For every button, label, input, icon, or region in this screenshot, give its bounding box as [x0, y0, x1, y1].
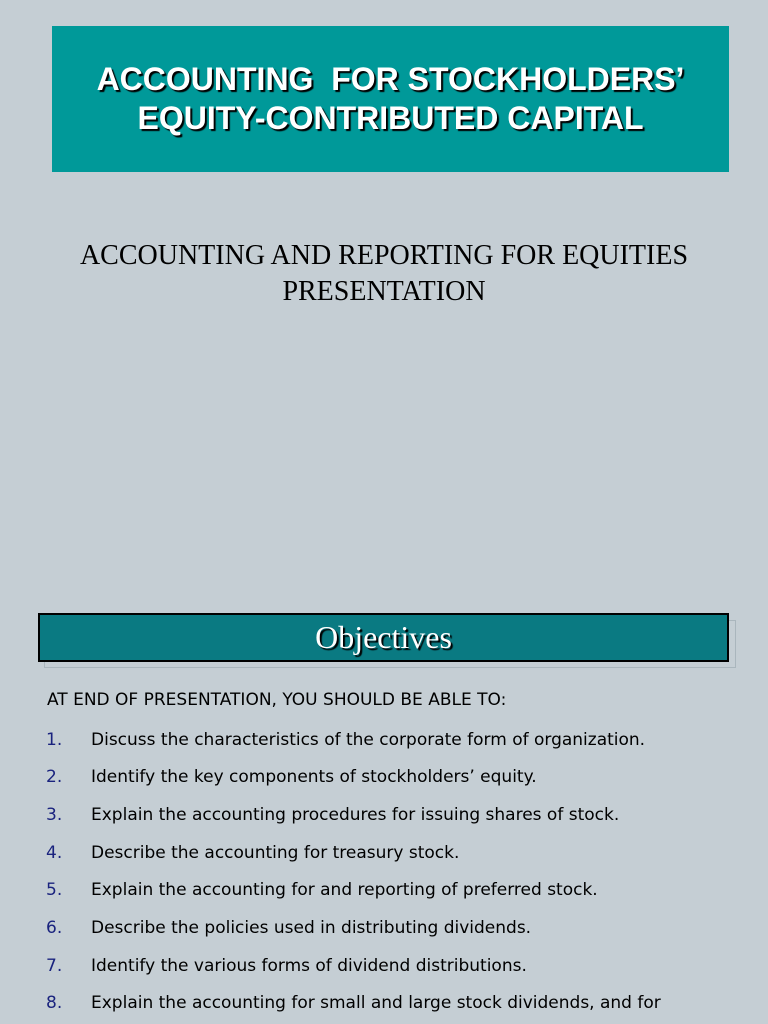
objectives-intro: AT END OF PRESENTATION, YOU SHOULD BE ABLE TO: — [47, 690, 507, 710]
list-item-number: 8. — [46, 993, 63, 1013]
list-item-text: Discuss the characteristics of the corporate form of organization. — [91, 730, 646, 750]
subtitle — [30, 238, 738, 310]
list-item-text: Identify the key components of stockholders’ equity. — [91, 767, 537, 787]
list-item-text: Describe the accounting for treasury stock. — [91, 843, 460, 863]
objectives-banner — [38, 613, 729, 662]
objectives-heading: Objectives — [315, 619, 452, 655]
list-item-number: 4. — [46, 843, 63, 863]
list-item-text: Describe the policies used in distributing dividends. — [91, 918, 532, 938]
list-item-text: Explain the accounting for small and large stock dividends, and for — [91, 993, 661, 1013]
list-item-number: 6. — [46, 918, 63, 938]
list-item-number: 7. — [46, 956, 63, 976]
list-item-number: 3. — [46, 805, 63, 825]
list-item-text: Explain the accounting for and reporting of preferred stock. — [91, 880, 598, 900]
list-item-number: 1. — [46, 730, 63, 750]
subtitle-line-1: ACCOUNTING AND REPORTING FOR EQUITIES — [79, 240, 689, 271]
list-item-number: 5. — [46, 880, 63, 900]
title-line-1: ACCOUNTING FOR STOCKHOLDERS’ — [96, 61, 685, 97]
title-line-2: EQUITY-CONTRIBUTED CAPITAL — [137, 100, 644, 136]
subtitle-line-2: PRESENTATION — [282, 276, 486, 307]
list-item-text: Explain the accounting procedures for issuing shares of stock. — [91, 805, 620, 825]
list-item-text: Identify the various forms of dividend distributions. — [91, 956, 527, 976]
title-banner — [52, 26, 729, 172]
list-item-number: 2. — [46, 767, 63, 787]
